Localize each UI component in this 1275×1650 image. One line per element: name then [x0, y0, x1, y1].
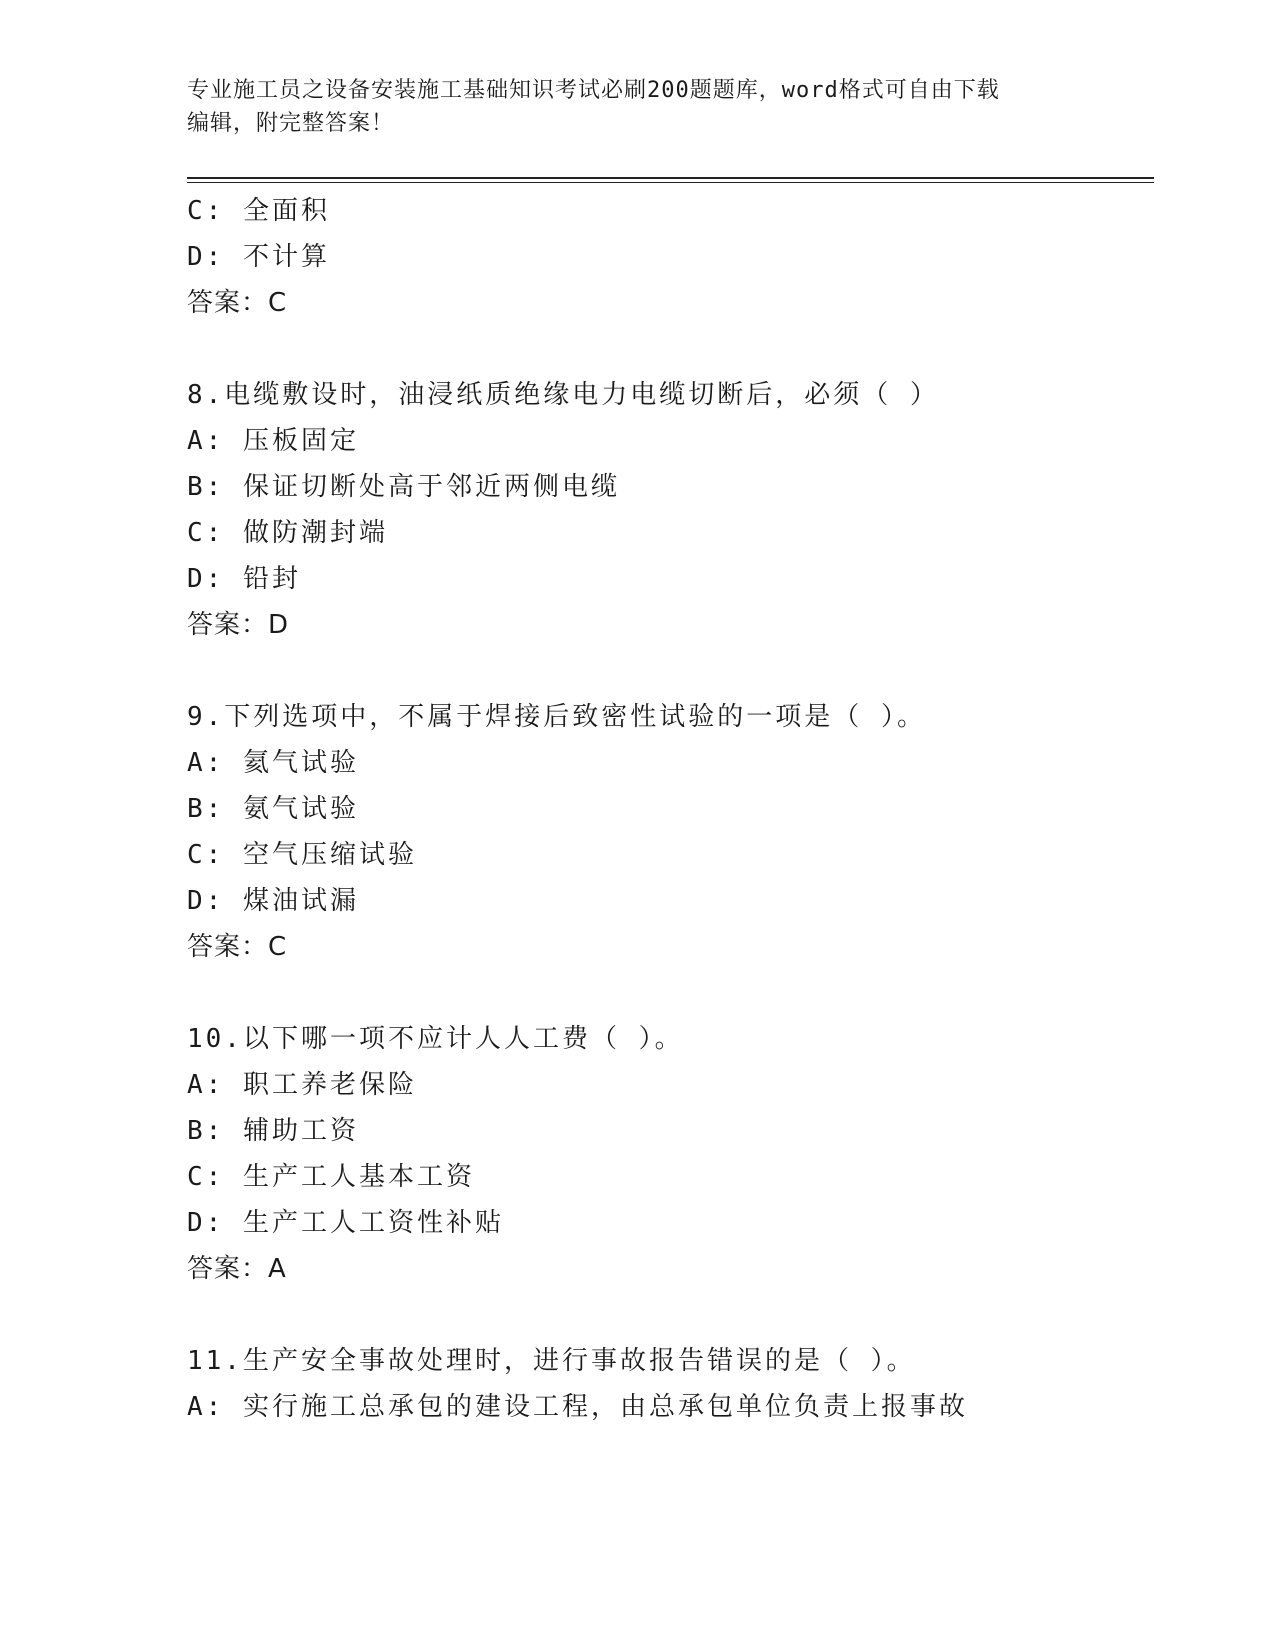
option-c: C: 生产工人基本工资 [187, 1162, 475, 1192]
question-stem: 8.电缆敷设时，油浸纸质绝缘电力电缆切断后，必须（ ） [187, 380, 939, 410]
spacer [187, 648, 1147, 694]
option-d: D: 生产工人工资性补贴 [187, 1208, 504, 1238]
header-rule-thin [187, 182, 1154, 183]
option-d: D: 铅封 [187, 564, 301, 594]
option-d: D: 不计算 [187, 242, 330, 272]
page-header [187, 74, 1087, 140]
answer-line: 答案：A [187, 1254, 287, 1284]
option-a: A: 压板固定 [187, 426, 359, 456]
header-rule-thick [187, 177, 1154, 179]
header-line-2: 编辑，附完整答案！ [187, 111, 395, 136]
question-8 [187, 372, 1147, 648]
question-stem: 11.生产安全事故处理时，进行事故报告错误的是（ ）。 [187, 1346, 916, 1376]
answer-line: 答案：C [187, 288, 288, 318]
answer-line: 答案：C [187, 932, 288, 962]
question-9 [187, 694, 1147, 970]
document-body [187, 188, 1147, 1430]
spacer [187, 970, 1147, 1016]
question-10 [187, 1016, 1147, 1292]
option-a: A: 实行施工总承包的建设工程，由总承包单位负责上报事故 [187, 1392, 968, 1422]
option-a: A: 氦气试验 [187, 748, 359, 778]
question-fragment-7 [187, 188, 1147, 326]
option-a: A: 职工养老保险 [187, 1070, 417, 1100]
option-c: C: 全面积 [187, 196, 330, 226]
question-11 [187, 1338, 1147, 1430]
answer-line: 答案：D [187, 610, 290, 640]
option-d: D: 煤油试漏 [187, 886, 359, 916]
option-c: C: 做防潮封端 [187, 518, 388, 548]
option-b: B: 氨气试验 [187, 794, 359, 824]
option-b: B: 保证切断处高于邻近两侧电缆 [187, 472, 620, 502]
option-c: C: 空气压缩试验 [187, 840, 417, 870]
question-stem: 9.下列选项中，不属于焊接后致密性试验的一项是（ ）。 [187, 702, 926, 732]
spacer [187, 326, 1147, 372]
spacer [187, 1292, 1147, 1338]
header-line-1: 专业施工员之设备安装施工基础知识考试必刷200题题库，word格式可自由下载 [187, 78, 1000, 103]
option-b: B: 辅助工资 [187, 1116, 359, 1146]
question-stem: 10.以下哪一项不应计人人工费（ ）。 [187, 1024, 684, 1054]
